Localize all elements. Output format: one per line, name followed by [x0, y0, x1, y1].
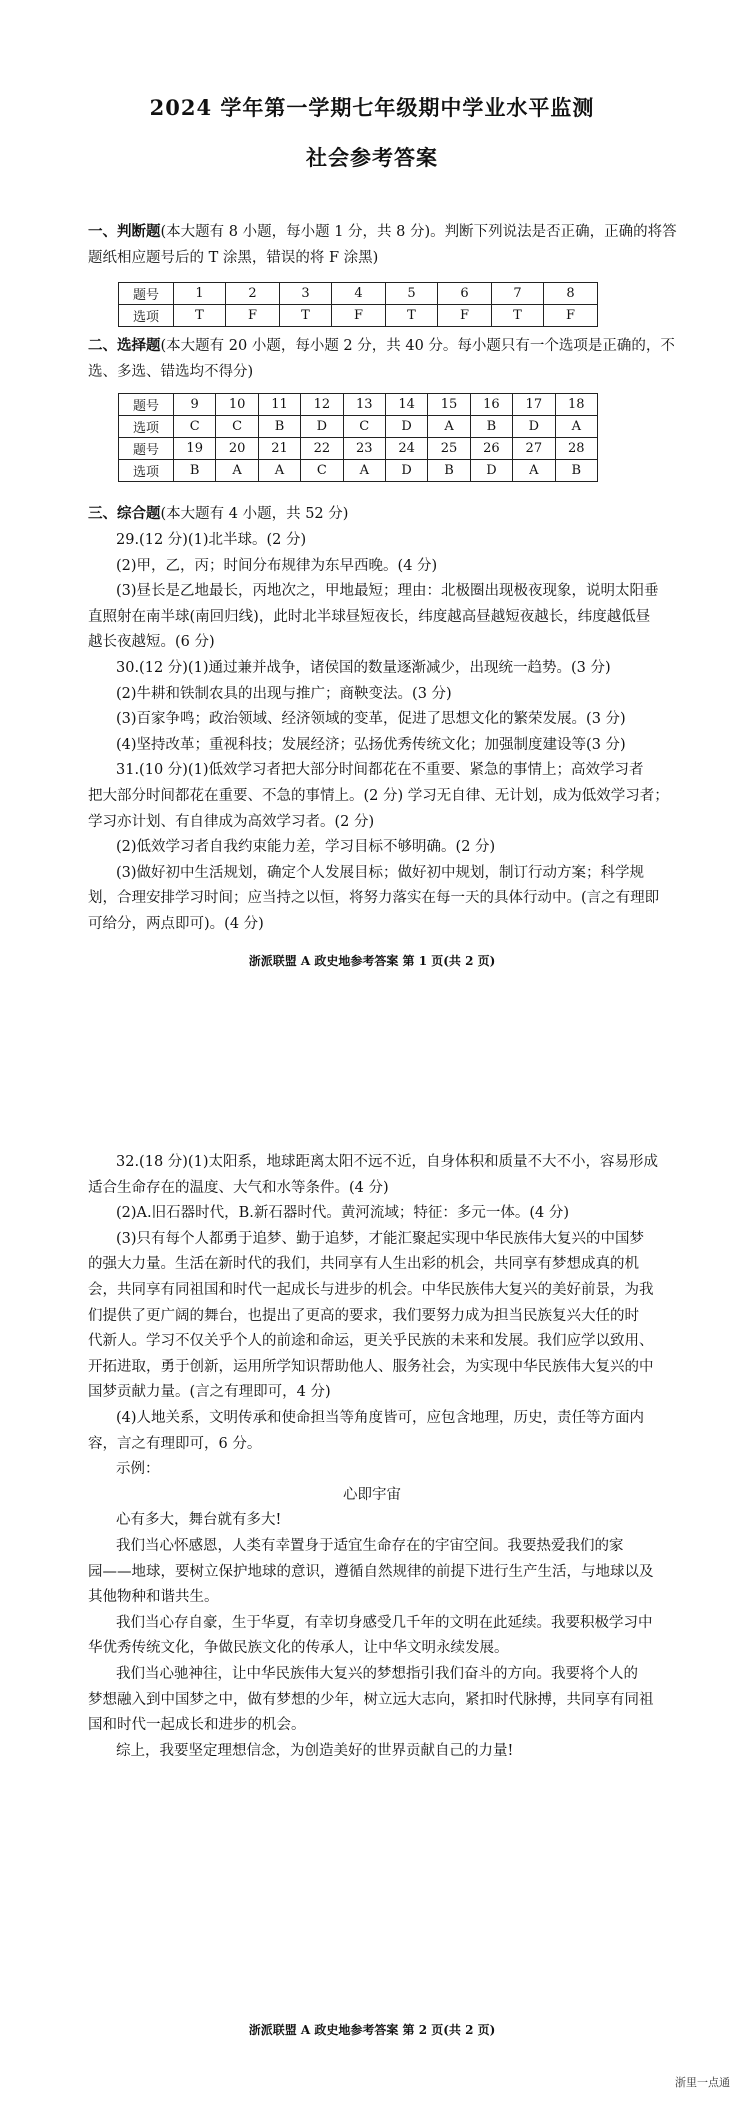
row-label: 题号 — [119, 394, 174, 416]
table-cell: A — [343, 460, 385, 482]
answer-line: 30.(12 分)(1)通过兼并战争，诸侯国的数量逐渐减少，出现统一趋势。(3 分) — [116, 660, 611, 676]
answer-line: (2)低效学习者自我约束能力差，学习目标不够明确。(2 分) — [116, 839, 496, 856]
answer-line: (2)A.旧石器时代，B.新石器时代。黄河流域；特征：多元一体。(4 分) — [116, 1205, 570, 1222]
table-cell: 13 — [343, 394, 385, 416]
table-cell: 5 — [385, 283, 437, 305]
row-label: 题号 — [119, 283, 174, 305]
section-heading: 一、判断题 — [88, 223, 161, 240]
table-cell: 1 — [174, 283, 226, 305]
essay-line: 其他物种和谐共生。 — [88, 1589, 219, 1606]
table-cell: 7 — [491, 283, 543, 305]
section-heading: 三、综合题 — [88, 505, 161, 522]
page-2-footer: 浙派联盟 A 政史地参考答案 第 2 页(共 2 页) — [248, 2023, 496, 2037]
row-label: 选项 — [119, 460, 174, 482]
table-cell: D — [513, 416, 555, 438]
table-cell: 9 — [174, 394, 216, 416]
answer-line: 代新人。学习不仅关乎个人的前途和命运，更关乎民族的未来和发展。我们应学以致用、 — [88, 1333, 654, 1350]
essay-line: 园——地球，要树立保护地球的意识，遵循自然规律的前提下进行生产生活，与地球以及 — [88, 1563, 654, 1580]
answer-line: (3)百家争鸣；政治领域、经济领域的变革，促进了思想文化的繁荣发展。(3 分) — [116, 711, 626, 728]
table-cell: F — [543, 305, 597, 327]
table-cell: B — [428, 460, 470, 482]
table-cell: 28 — [555, 438, 597, 460]
table-cell: 6 — [438, 283, 492, 305]
answer-line: (3)昼长是乙地最长，丙地次之，甲地最短；理由：北极圈出现极夜现象，说明太阳垂 — [116, 583, 659, 600]
table-cell: 2 — [226, 283, 280, 305]
answer-line: (4)坚持改革；重视科技；发展经济；弘扬优秀传统文化；加强制度建设等(3 分) — [116, 736, 626, 753]
essay-line: 梦想融入到中国梦之中，做有梦想的少年，树立远大志向，紧扣时代脉搏，共同享有同祖 — [88, 1691, 654, 1708]
page-1-footer: 浙派联盟 A 政史地参考答案 第 1 页(共 2 页) — [248, 954, 496, 968]
table-cell: 23 — [343, 438, 385, 460]
answer-row — [119, 305, 598, 327]
table-cell: B — [258, 416, 300, 438]
answer-line: 31.(10 分)(1)低效学习者把大部分时间都花在不重要、紧急的事情上；高效学习者 — [116, 762, 644, 779]
watermark: 浙里一点通 — [675, 2076, 730, 2089]
answer-line: 越长夜越短。(6 分) — [88, 634, 215, 651]
table-cell: D — [385, 460, 427, 482]
essay-line: 心有多大，舞台就有多大! — [116, 1512, 282, 1529]
answer-line: 们提供了更广阔的舞台，也提出了更高的要求，我们要努力成为担当民族复兴大任的时 — [88, 1307, 639, 1324]
essay-line: 综上，我要坚定理想信念，为创造美好的世界贡献自己的力量! — [116, 1742, 514, 1759]
section-heading-line — [88, 334, 678, 358]
answer-line: 开拓进取，勇于创新，运用所学知识帮助他人、服务社会，为实现中华民族伟大复兴的中 — [88, 1358, 654, 1375]
question-number-row — [119, 394, 598, 416]
answer-line: 国梦贡献力量。(言之有理即可，4 分) — [88, 1384, 331, 1401]
answer-line: (2)甲，乙，丙；时间分布规律为东早西晚。(4 分) — [116, 557, 438, 574]
table-cell: 22 — [301, 438, 343, 460]
table-cell: 21 — [258, 438, 300, 460]
essay-line: 我们当心驰神往，让中华民族伟大复兴的梦想指引我们奋斗的方向。我要将个人的 — [116, 1666, 638, 1682]
section-heading-line — [88, 220, 678, 244]
section-instruction: (本大题有 20 小题，每小题 2 分，共 40 分。每小题只有一个选项是正确的，不 — [160, 338, 675, 354]
table-cell: 27 — [513, 438, 555, 460]
answer-line: (4)人地关系，文明传承和使命担当等角度皆可，应包含地理，历史，责任等方面内 — [116, 1410, 645, 1426]
answer-line: 29.(12 分)(1)北半球。(2 分) — [116, 532, 307, 548]
row-label: 选项 — [119, 305, 174, 327]
table-cell: 20 — [216, 438, 258, 460]
table-cell: F — [332, 305, 386, 327]
table-cell: 24 — [385, 438, 427, 460]
answer-line: 会，共同享有同祖国和时代一起成长与进步的机会。中华民族伟大复兴的美好前景，为我 — [88, 1282, 654, 1298]
table-cell: A — [428, 416, 470, 438]
table-cell: B — [174, 460, 216, 482]
table-cell: 26 — [470, 438, 512, 460]
table-cell: F — [226, 305, 280, 327]
answer-line: 示例： — [116, 1461, 160, 1478]
answer-line: 把大部分时间都花在重要、不急的事情上。(2 分) 学习无自律、无计划，成为低效学习者； — [88, 788, 669, 804]
table-cell: 11 — [258, 394, 300, 416]
section-instruction: 题纸相应题号后的 T 涂黑，错误的将 F 涂黑) — [88, 250, 379, 266]
table-cell: D — [385, 416, 427, 438]
essay-line: 华优秀传统文化，争做民族文化的传承人，让中华文明永续发展。 — [88, 1640, 509, 1657]
answer-line: 可给分，两点即可)。(4 分) — [88, 916, 264, 932]
table-cell: 19 — [174, 438, 216, 460]
table-cell: 12 — [301, 394, 343, 416]
table-cell: A — [216, 460, 258, 482]
answer-row — [119, 416, 598, 438]
question-number-row — [119, 283, 598, 305]
table-cell: D — [470, 460, 512, 482]
page-subtitle: 社会参考答案 — [306, 145, 438, 170]
answer-line: 划，合理安排学习时间；应当持之以恒，将努力落实在每一天的具体行动中。(言之有理即 — [88, 890, 660, 907]
table-cell: A — [258, 460, 300, 482]
table-cell: D — [301, 416, 343, 438]
table-cell: B — [555, 460, 597, 482]
table-cell: T — [279, 305, 331, 327]
answer-line: 容，言之有理即可，6 分。 — [88, 1435, 262, 1452]
answer-line: (3)做好初中生活规划，确定个人发展目标；做好初中规划，制订行动方案；科学规 — [116, 864, 645, 881]
answer-line: 学习亦计划、有自律成为高效学习者。(2 分) — [88, 813, 375, 830]
table-cell: C — [174, 416, 216, 438]
table-cell: 16 — [470, 394, 512, 416]
essay-title: 心即宇宙 — [343, 1486, 401, 1503]
table-cell: 25 — [428, 438, 470, 460]
section-instruction: (本大题有 4 小题，共 52 分) — [160, 506, 349, 522]
table-cell: B — [470, 416, 512, 438]
row-label: 选项 — [119, 416, 174, 438]
answer-line: (3)只有每个人都勇于追梦、勤于追梦，才能汇聚起实现中华民族伟大复兴的中国梦 — [116, 1230, 645, 1247]
table-cell: 8 — [543, 283, 597, 305]
essay-line: 我们当心怀感恩，人类有幸置身于适宜生命存在的宇宙空间。我要热爱我们的家 — [116, 1538, 624, 1554]
page-title: 2024 学年第一学期七年级期中学业水平监测 — [149, 95, 595, 120]
choice-answer-table — [118, 393, 598, 482]
table-cell: A — [555, 416, 597, 438]
answer-line: 32.(18 分)(1)太阳系，地球距离太阳不远不近，自身体积和质量不大不小，容易形成 — [116, 1154, 658, 1170]
section-heading-line — [88, 502, 678, 526]
table-cell: 10 — [216, 394, 258, 416]
answer-line: 适合生命存在的温度、大气和水等条件。(4 分) — [88, 1179, 389, 1196]
answer-row — [119, 460, 598, 482]
table-cell: C — [216, 416, 258, 438]
table-cell: T — [385, 305, 437, 327]
table-cell: A — [513, 460, 555, 482]
table-cell: T — [174, 305, 226, 327]
judgment-answer-table — [118, 282, 598, 327]
section-instruction: (本大题有 8 小题，每小题 1 分，共 8 分)。判断下列说法是否正确，正确的将答 — [160, 224, 677, 240]
table-cell: 14 — [385, 394, 427, 416]
table-cell: 18 — [555, 394, 597, 416]
table-cell: 15 — [428, 394, 470, 416]
answer-line: 的强大力量。生活在新时代的我们，共同享有人生出彩的机会，共同享有梦想成真的机 — [88, 1256, 639, 1273]
table-cell: 3 — [279, 283, 331, 305]
answer-line: 直照射在南半球(南回归线)，此时北半球昼短夜长，纬度越高昼越短夜越长，纬度越低昼 — [88, 608, 651, 625]
table-cell: F — [438, 305, 492, 327]
section-instruction: 选、多选、错选均不得分) — [88, 364, 254, 380]
essay-line: 国和时代一起成长和进步的机会。 — [88, 1717, 306, 1734]
table-cell: T — [491, 305, 543, 327]
table-cell: 4 — [332, 283, 386, 305]
section-heading: 二、选择题 — [88, 337, 161, 354]
table-cell: 17 — [513, 394, 555, 416]
row-label: 题号 — [119, 438, 174, 460]
table-cell: C — [301, 460, 343, 482]
table-cell: C — [343, 416, 385, 438]
answer-line: (2)牛耕和铁制农具的出现与推广；商鞅变法。(3 分) — [116, 685, 452, 702]
question-number-row — [119, 438, 598, 460]
essay-line: 我们当心存自豪，生于华夏，有幸切身感受几千年的文明在此延续。我要积极学习中 — [116, 1614, 653, 1631]
